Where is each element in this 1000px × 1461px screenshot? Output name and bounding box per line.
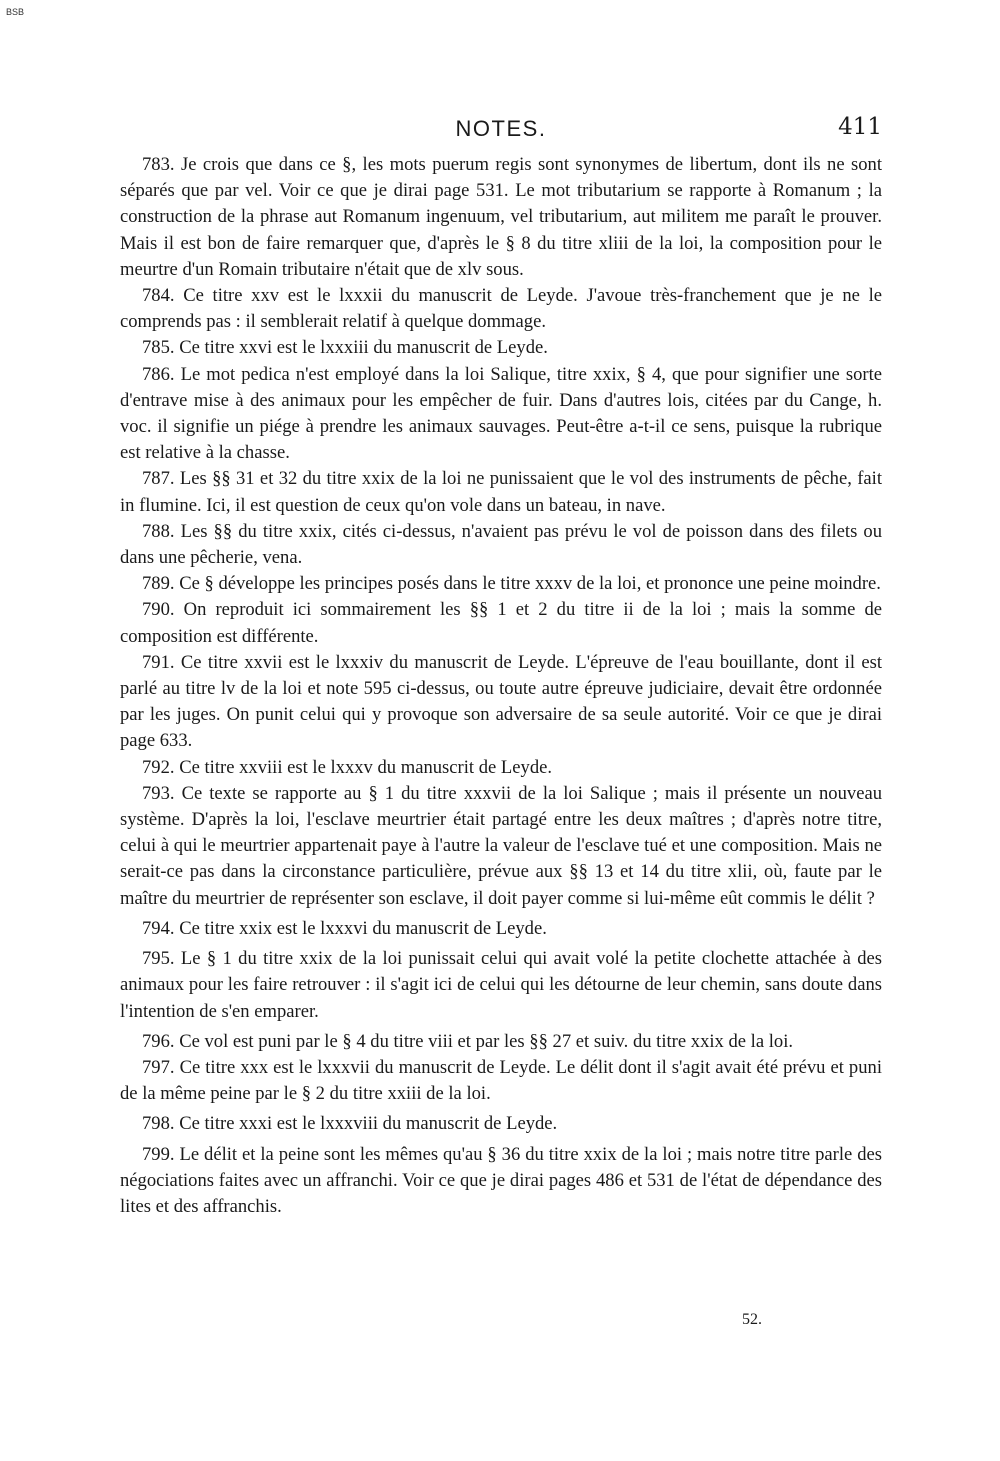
note-number: 791.: [142, 651, 175, 673]
note-number: 797.: [142, 1056, 175, 1078]
note-787: [120, 466, 882, 518]
note-text: Ce titre xxviii est le lxxxv du manuscrit de Leyde.: [179, 756, 553, 778]
note-text: Ce texte se rapporte au § 1 du titre xxxvii de la loi Salique ; mais il présente un nouveau système. D'après la loi, l'esclave meurtrier était partagé entre les deux maîtres ; d'après notre titre, celui à qui le meurtrier appartenait paye à l'autre la valeur de l'esclave tué et une composition. Mais ne serait-ce pas dans la circonstance particulière, prévue aux §§ 13 et 14 du titre xlii, où, faute par le maître du meurtrier de représenter son esclave, il doit payer comme si lui-même eût commis le délit ?: [120, 782, 882, 909]
note-799: [120, 1142, 882, 1221]
note-number: 788.: [142, 520, 175, 542]
note-text: Ce titre xxvii est le lxxxiv du manuscrit de Leyde. L'épreuve de l'eau bouillante, dont il est parlé au titre lv de la loi et note 595 ci-dessus, ou toute autre épreuve judiciaire, devait être ordonnée par les juges. On punit celui qui y provoque son adversaire de sa seule autorité. Voir ce que je dirai page 633.: [120, 651, 882, 752]
note-text: Ce § développe les principes posés dans le titre xxxv de la loi, et prononce une peine moindre.: [179, 573, 881, 595]
note-792: [120, 755, 882, 781]
note-text: Ce vol est puni par le § 4 du titre viii et par les §§ 27 et suiv. du titre xxix de la loi.: [179, 1030, 794, 1052]
note-text: Le § 1 du titre xxix de la loi punissait celui qui avait volé la petite clochette attachée à des animaux pour les faire retrouver : il s'agit ici de celui qui les détourne de leur chemin, sans doute dans l'intention de s'en emparer.: [120, 948, 882, 1022]
note-number: 789.: [142, 573, 175, 595]
note-797: [120, 1055, 882, 1107]
note-text: On reproduit ici sommairement les §§ 1 et 2 du titre ii de la loi ; mais la somme de composition est différente.: [120, 599, 882, 647]
signature-mark: 52.: [742, 1311, 762, 1328]
note-number: 792.: [142, 756, 175, 778]
note-784: [120, 283, 882, 335]
note-text: Le délit et la peine sont les mêmes qu'au § 36 du titre xxix de la loi ; mais notre titre parle des négociations faites avec un affranchi. Voir ce que je dirai pages 486 et 531 de l'état de dépendance des lites et des affranchis.: [120, 1143, 882, 1217]
note-number: 795.: [142, 948, 175, 970]
library-watermark: BSB: [6, 7, 25, 17]
note-795: [120, 946, 882, 1025]
note-text: Le mot pedica n'est employé dans la loi Salique, titre xxix, § 4, que pour signifier une sorte d'entrave mise à des animaux pour les empêcher de fuir. Dans d'autres lois, citées par du Cange, h. voc. il signifie un piége à prendre les animaux sauvages. Peut-être a-t-il ce sens, puisque la rubrique est relative à la chasse.: [120, 363, 882, 464]
note-785: [120, 335, 882, 361]
running-title: NOTES.: [455, 116, 547, 141]
note-number: 785.: [142, 337, 175, 359]
note-number: 786.: [142, 363, 175, 385]
note-number: 796.: [142, 1030, 175, 1052]
note-number: 798.: [142, 1113, 175, 1135]
note-text: Ce titre xxxi est le lxxxviii du manuscrit de Leyde.: [179, 1113, 558, 1135]
note-790: [120, 597, 882, 649]
note-789: [120, 571, 882, 597]
note-number: 783.: [142, 154, 175, 175]
note-text: Ce titre xxix est le lxxxvi du manuscrit de Leyde.: [179, 917, 547, 939]
page-header: [120, 114, 882, 144]
note-number: 787.: [142, 468, 175, 490]
note-number: 799.: [142, 1143, 175, 1165]
note-text: Les §§ 31 et 32 du titre xxix de la loi ne punissaient que le vol des instruments de pêche, fait in flumine. Ici, il est question de ceux qu'on vole dans un bateau, in nave.: [120, 468, 882, 516]
note-text: Ce titre xxvi est le lxxxiii du manuscrit de Leyde.: [179, 337, 548, 359]
note-number: 793.: [142, 782, 175, 804]
notes-body: [120, 152, 882, 1220]
note-794: [120, 916, 882, 942]
note-786: [120, 362, 882, 467]
note-text: Les §§ du titre xxix, cités ci-dessus, n'avaient pas prévu le vol de poisson dans des filets ou dans une pêcherie, vena.: [120, 520, 882, 569]
note-text: Je crois que dans ce §, les mots puerum regis sont synonymes de libertum, dont ils ne sont séparés que par vel. Voir ce que je dirai page 531. Le mot tributarium se rapporte à Romanum ; la construction de la phrase aut Romanum ingenuum, vel tributarium, aut militem me paraît le prouver. Mais il est bon de faire remarquer que, d'après le § 8 du titre xliii de la loi, la composition pour le meurtre d'un Romain tributaire n'était que de xlv sous.: [120, 154, 883, 280]
note-number: 794.: [142, 917, 175, 939]
note-number: 784.: [142, 285, 175, 307]
note-788: [120, 519, 882, 571]
page-number: 411: [838, 114, 882, 140]
note-796: [120, 1029, 882, 1055]
note-number: 790.: [142, 599, 175, 621]
note-791: [120, 650, 882, 755]
note-783: [120, 152, 882, 283]
note-text: Ce titre xxx est le lxxxvii du manuscrit de Leyde. Le délit dont il s'agit avait été prévu et puni de la même peine par le § 2 du titre xxiii de la loi.: [120, 1056, 882, 1105]
note-text: Ce titre xxv est le lxxxii du manuscrit de Leyde. J'avoue très-franchement que je ne le comprends pas : il semblerait relatif à quelque dommage.: [120, 285, 882, 333]
note-798: [120, 1111, 882, 1137]
note-793: [120, 781, 882, 912]
